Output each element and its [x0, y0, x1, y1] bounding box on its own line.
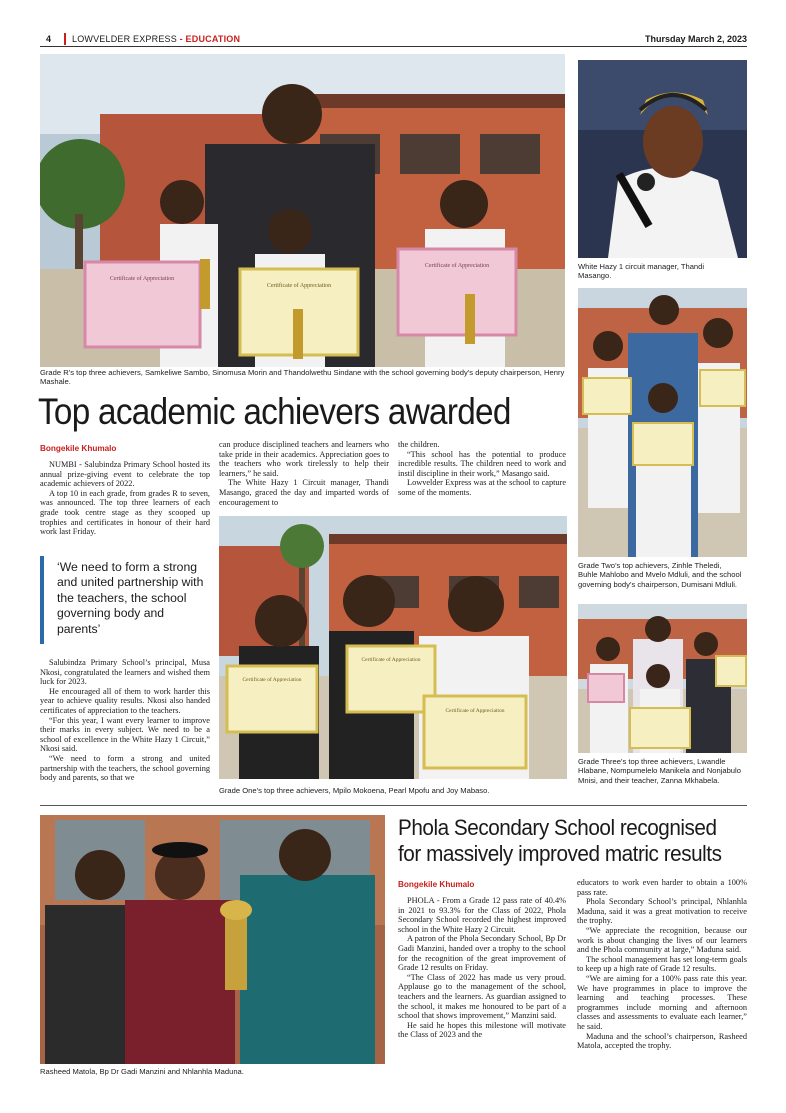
paragraph: “We are aiming for a 100% pass rate this year. We have programmes in place to improve the learning and teaching processes. These programmes include morning and afternoon classes and assessments to evaluate each learner,” he said. — [577, 973, 747, 1031]
svg-text:Certificate of Appreciation: Certificate of Appreciation — [109, 276, 175, 282]
paragraph: “This school has the potential to produce incredible results. The children need to work and instil discipline in their work,” Masango said. — [398, 449, 566, 478]
grade-r-photo — [40, 54, 565, 367]
paragraph: PHOLA - From a Grade 12 pass rate of 40.4% in 2021 to 93.3% for the Class of 2022, Phola Secondary School recorded the highest improved school in the White Hazy 2 Circuit. — [398, 896, 566, 934]
paragraph: the children. — [398, 440, 440, 449]
grade-two-caption: Grade Two’s top achievers, Zinhle Theledi, Buhle Mahlobo and Mvelo Mdluli, and the school governing body’s chairperson, Dumisani Mdluli. — [578, 561, 742, 589]
paragraph: can produce disciplined teachers and learners who take pride in their academics. Appreciation goes to the teachers who work tirelessly to help their learners,” he said. — [219, 440, 389, 478]
section-name: EDUCATION — [185, 34, 241, 44]
story1-byline: Bongekile Khumalo — [40, 444, 117, 453]
pull-quote-bar — [40, 556, 44, 644]
story2-headline — [398, 815, 720, 867]
story2-headline-line-2: for massively improved matric results — [398, 841, 722, 866]
story1-column-3 — [398, 440, 566, 498]
grade-three-photo — [578, 604, 747, 753]
story1-column-2 — [219, 440, 389, 507]
page-number: 4 — [46, 34, 52, 44]
story2-column-2 — [577, 878, 747, 1051]
page-header — [40, 34, 747, 46]
paragraph: “We appreciate the recognition, because our work is about changing the lives of our learners and the Phola community at large,” Maduna said. — [577, 925, 747, 955]
grade-r-caption: Grade R’s top three achievers, Samkeliwe Sambo, Sinomusa Morin and Thandolwethu Sindane with the school governing body’s deputy chairperson, Henry Mashale. — [40, 368, 565, 387]
paragraph: educators to work even harder to obtain a 100% pass rate. — [577, 878, 747, 897]
phola-caption: Rasheed Matola, Bp Dr Gadi Manzini and Nhlanhla Maduna. — [40, 1067, 244, 1076]
svg-text:Certificate of Appreciation: Certificate of Appreciation — [242, 677, 302, 683]
header-divider — [64, 33, 66, 45]
pull-quote-text: ‘We need to form a strong and united partnership with the teachers, the school governing body and parents’ — [57, 560, 204, 636]
paragraph: He encouraged all of them to work harder this year to achieve quality results. Nkosi also handed certificates of appreciation to the teachers. — [40, 686, 210, 715]
svg-text:Certificate of Appreciation: Certificate of Appreciation — [445, 708, 505, 714]
paragraph: A patron of the Phola Secondary School, Bp Dr Gadi Manzini, handed over a trophy to the school for the recognition of the great improvement of Grade 12 results on Friday. — [398, 934, 566, 973]
issue-date: Thursday March 2, 2023 — [644, 34, 747, 44]
paragraph: Lowvelder Express was at the school to capture some of the moments. — [398, 478, 566, 497]
grade-three-caption: Grade Three’s top three achievers, Lwandle Hlabane, Nompumelelo Manikela and Nonjabulo Mnisi, and their teacher, Zanna Mkhabela. — [578, 757, 741, 785]
publication-name: LOWVELDER EXPRESS - EDUCATION — [72, 34, 241, 44]
paragraph: Phola Secondary School’s principal, Nhlanhla Maduna, said it was a great motivation to receive the trophy. — [577, 897, 747, 926]
paragraph: Maduna and the school’s chairperson, Rasheed Matola, accepted the trophy. — [577, 1031, 747, 1051]
paragraph: A top 10 in each grade, from grades R to seven, was announced. The top three learners of each grade took centre stage as they scooped up trophies and certificates in honour of their hard work last Friday. — [40, 488, 210, 537]
paragraph: NUMBI - Salubindza Primary School hosted its annual prize-giving event to celebrate the top academic achievers of 2022. — [40, 460, 210, 489]
paragraph: “The Class of 2022 has made us very proud. Applause go to the management of the school, teachers and the learners. As guardian assigned to the school, it makes me honoured to be part of a school that shows improvement,” Manzini said. — [398, 972, 566, 1021]
paragraph: He said he hopes this milestone will motivate the Class of 2023 and the — [398, 1020, 566, 1040]
paragraph: The White Hazy 1 Circuit manager, Thandi Masango, graced the day and imparted words of encouragement to — [219, 478, 389, 507]
grade-one-caption: Grade One’s top three achievers, Mpilo Mokoena, Pearl Mpofu and Joy Mabaso. — [219, 786, 490, 795]
header-rule — [40, 46, 747, 47]
pull-quote — [40, 556, 208, 644]
paragraph: “For this year, I want every learner to improve their marks in every subject. We need to be a school of excellence in the White Hazy 1 Circuit,” Nkosi said. — [40, 715, 210, 754]
grade-two-photo — [578, 288, 747, 557]
story2-headline-line-1: Phola Secondary School recognised — [398, 815, 717, 840]
svg-text:Certificate of Appreciation: Certificate of Appreciation — [266, 283, 332, 289]
svg-text:Certificate of Appreciation: Certificate of Appreciation — [361, 657, 421, 663]
paragraph: Salubindza Primary School’s principal, Musa Nkosi, congratulated the learners and wished them luck for 2023. — [40, 658, 210, 687]
paragraph: “We need to form a strong and united partnership with the teachers, the school governing body and parents, so that we — [40, 753, 210, 783]
story1-headline: Top academic achievers awarded — [38, 391, 511, 432]
story1-column-1b — [40, 658, 210, 783]
story2-byline: Bongekile Khumalo — [398, 880, 475, 889]
story1-column-1 — [40, 460, 210, 537]
grade-one-photo — [219, 516, 567, 779]
phola-photo — [40, 815, 385, 1064]
story2-column-1 — [398, 896, 566, 1040]
svg-text:Certificate of Appreciation: Certificate of Appreciation — [424, 263, 490, 269]
masango-caption: White Hazy 1 circuit manager, Thandi Masango. — [578, 262, 705, 281]
story-divider — [40, 805, 747, 806]
masango-photo — [578, 60, 747, 258]
paragraph: The school management has set long-term goals to keep up a high rate of Grade 12 results. — [577, 954, 747, 974]
